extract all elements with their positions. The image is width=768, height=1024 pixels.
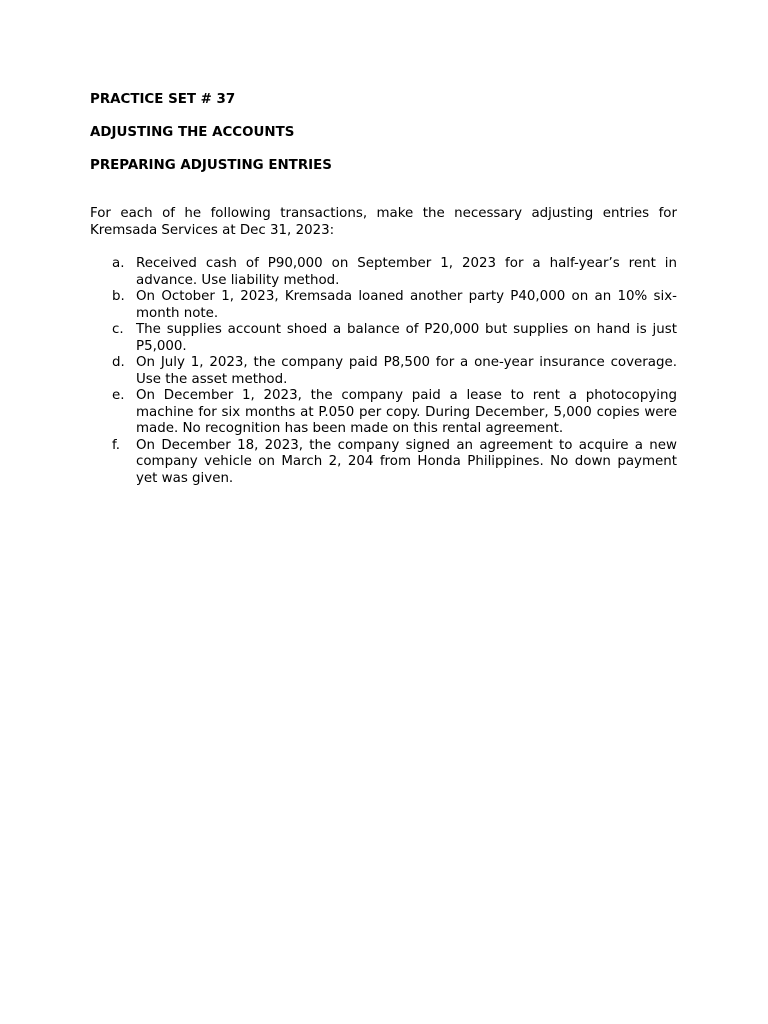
list-marker: e.	[112, 388, 125, 403]
list-marker: c.	[112, 322, 124, 337]
list-marker: b.	[112, 289, 125, 304]
list-item-text: Received cash of P90,000 on September 1, 2023 for a half-year’s rent in advance. Use liability method.	[136, 256, 677, 288]
transaction-list	[90, 256, 677, 487]
document-page	[90, 91, 677, 487]
list-item-text: On October 1, 2023, Kremsada loaned another party P40,000 on an 10% six-month note.	[136, 289, 677, 321]
list-item	[90, 322, 677, 355]
list-item-text: On July 1, 2023, the company paid P8,500 for a one-year insurance coverage. Use the asset method.	[136, 355, 677, 387]
list-marker: a.	[112, 256, 125, 271]
subsection-title: PREPARING ADJUSTING ENTRIES	[90, 158, 332, 173]
list-item-text: On December 18, 2023, the company signed an agreement to acquire a new company vehicle on March 2, 204 from Honda Philippines. No down payment yet was given.	[136, 437, 677, 486]
list-item-text: The supplies account shoed a balance of P20,000 but supplies on hand is just P5,000.	[136, 322, 677, 354]
list-marker: f.	[112, 437, 120, 453]
list-item	[90, 438, 677, 488]
list-item	[90, 388, 677, 438]
list-item	[90, 256, 677, 289]
practice-set-title: PRACTICE SET # 37	[90, 92, 236, 107]
instructions-paragraph: For each of he following transactions, make the necessary adjusting entries for Kremsada Services at Dec 31, 2023:	[90, 206, 677, 238]
list-item-text: On December 1, 2023, the company paid a lease to rent a photocopying machine for six months at P.050 per copy. During December, 5,000 copies were made. No recognition has been made on this rental agreement.	[136, 388, 677, 436]
list-item	[90, 289, 677, 322]
list-marker: d.	[112, 355, 125, 370]
list-item	[90, 355, 677, 388]
section-title: ADJUSTING THE ACCOUNTS	[90, 125, 295, 140]
